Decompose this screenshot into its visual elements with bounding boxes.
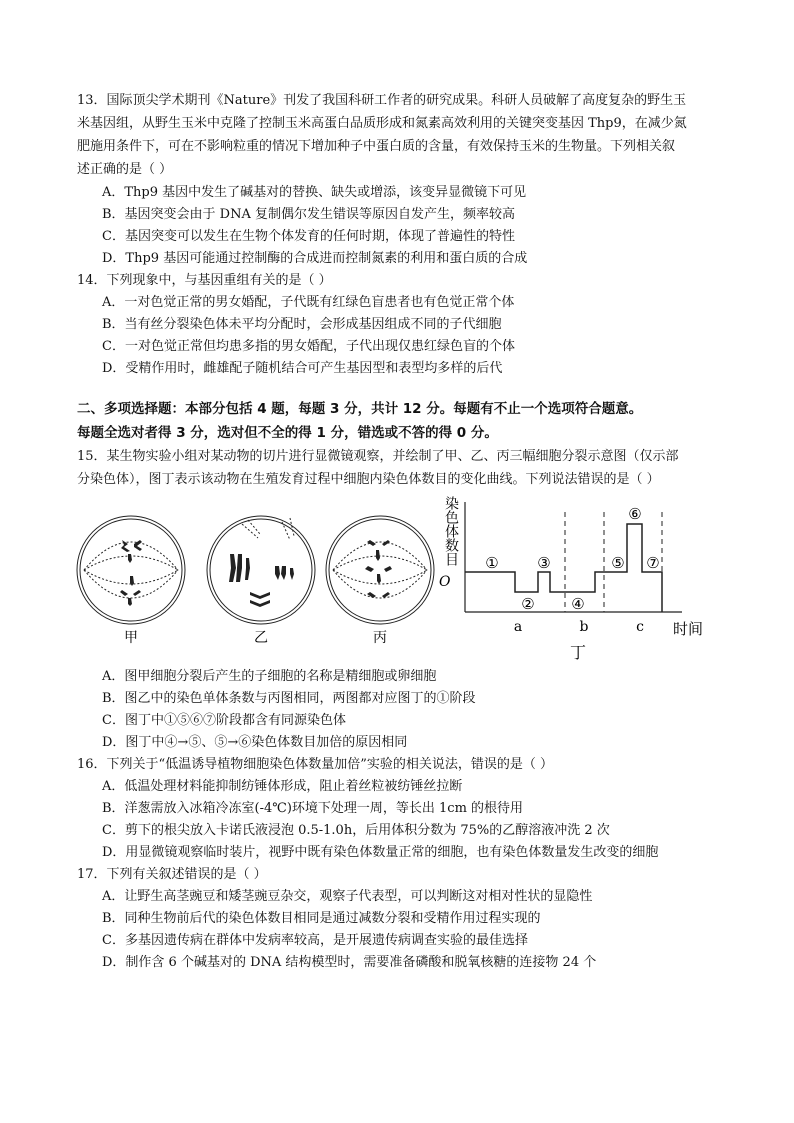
q16-option-a: A．低温处理材料能抑制纺锤体形成，阻止着丝粒被纺锤丝拉断 (102, 779, 463, 794)
q14-option-a: A．一对色觉正常的男女婚配，子代既有红绿色盲患者也有色觉正常个体 (102, 295, 515, 310)
q16-option-b: B．洋葱需放入冰箱冷冻室(-4℃)环境下处理一周，等长出 1cm 的根待用 (102, 801, 524, 816)
q13-option-c: C．基因突变可以发生在生物个体发育的任何时期，体现了普遍性的特性 (102, 229, 515, 244)
phase-marker-2: ② (521, 595, 535, 613)
q14-stem: 14．下列现象中，与基因重组有关的是（ ） (77, 273, 332, 288)
cell-jia (77, 516, 185, 624)
q15-stem-line-1: 15．某生物实验小组对某动物的切片进行显微镜观察，并绘制了甲、乙、丙三幅细胞分裂示意图（仅示部 (77, 449, 679, 464)
q16-option-c: C．剪下的根尖放入卡诺氏液浸泡 0.5-1.0h，后用体积分数为 75%的乙醇溶液冲洗 2 次 (102, 823, 610, 838)
phase-marker-7: ⑦ (646, 554, 660, 572)
q17-option-d: D．制作含 6 个碱基对的 DNA 结构模型时，需要准备磷酸和脱氧核糖的连接物 24 个 (102, 955, 597, 970)
q16-stem: 16．下列关于“低温诱导植物细胞染色体数量加倍”实验的相关说法，错误的是（ ） (77, 757, 553, 772)
q13-option-d: D．Thp9 基因可能通过控制酶的合成进而控制氮素的利用和蛋白质的合成 (102, 251, 528, 266)
q13-option-a: A．Thp9 基因中发生了碱基对的替换、缺失或增添，该变异显微镜下可见 (102, 185, 527, 200)
cell-label-jia: 甲 (124, 630, 138, 646)
q13-stem-line-1: 13．国际顶尖学术期刊《Nature》刊发了我国科研工作者的研究成果。科研人员破解了高度复杂的野生玉 (77, 93, 687, 108)
section-header-line-2: 每题全选对者得 3 分，选对但不全的得 1 分，错选或不答的得 0 分。 (77, 425, 498, 441)
q15-option-a: A．图甲细胞分裂后产生的子细胞的名称是精细胞或卵细胞 (102, 669, 437, 684)
q17-stem: 17．下列有关叙述错误的是（ ） (77, 867, 267, 882)
q13-stem-line-2: 米基因组，从野生玉米中克隆了控制玉米高蛋白品质形成和氮素高效利用的关键突变基因 Thp9，在减少氮 (77, 116, 687, 131)
graph-origin: O (439, 574, 451, 590)
stage-label-b: b (579, 619, 589, 635)
stage-label-c: c (636, 619, 644, 635)
phase-marker-6: ⑥ (628, 505, 642, 523)
q14-option-c: C．一对色觉正常但均患多指的男女婚配，子代出现仅患红绿色盲的个体 (102, 339, 515, 354)
phase-marker-1: ① (485, 554, 499, 572)
q16-option-d: D．用显微镜观察临时装片，视野中既有染色体数量正常的细胞，也有染色体数量发生改变的细胞 (102, 845, 659, 860)
q15-figure (70, 494, 730, 666)
graph-y-label: 染色体数目 (443, 496, 459, 566)
cell-label-yi: 乙 (254, 630, 268, 646)
q15-option-c: C．图丁中①⑤⑥⑦阶段都含有同源染色体 (102, 713, 346, 728)
q13-stem-line-3: 肥施用条件下，可在不影响粒重的情况下增加种子中蛋白质的含量，有效保持玉米的生物量。下列相关叙 (77, 139, 676, 154)
cell-bing (326, 516, 434, 624)
section-header-line-1: 二、多项选择题：本部分包括 4 题，每题 3 分，共计 12 分。每题有不止一个选项符合题意。 (77, 401, 643, 417)
phase-marker-3: ③ (537, 554, 551, 572)
stage-label-a: a (513, 619, 523, 635)
q17-option-a: A．让野生高茎豌豆和矮茎豌豆杂交，观察子代表型，可以判断这对相对性状的显隐性 (102, 889, 593, 904)
q13-option-b: B．基因突变会由于 DNA 复制偶尔发生错误等原因自发产生，频率较高 (102, 207, 516, 222)
q15-option-b: B．图乙中的染色单体条数与丙图相同，两图都对应图丁的①阶段 (102, 691, 476, 706)
graph-x-label: 时间 (672, 620, 704, 638)
q15-option-d: D．图丁中④→⑤、⑤→⑥染色体数目加倍的原因相同 (102, 735, 408, 750)
q14-option-d: D．受精作用时，雌雄配子随机结合可产生基因型和表型均多样的后代 (102, 361, 503, 376)
q17-option-c: C．多基因遗传病在群体中发病率较高，是开展遗传病调查实验的最佳选择 (102, 933, 528, 948)
phase-marker-4: ④ (571, 595, 585, 613)
q17-option-b: B．同种生物前后代的染色体数目相同是通过减数分裂和受精作用过程实现的 (102, 911, 541, 926)
q15-stem-line-2: 分染色体），图丁表示该动物在生殖发育过程中细胞内染色体数目的变化曲线。下列说法错误的是（ ） (77, 472, 660, 487)
cell-label-bing: 丙 (373, 630, 387, 646)
q13-stem-line-4: 述正确的是（ ） (77, 162, 173, 177)
cell-yi (207, 516, 315, 624)
phase-marker-5: ⑤ (611, 554, 625, 572)
graph-title: 丁 (569, 643, 587, 662)
chromosome-graph (439, 495, 703, 662)
q14-option-b: B．当有丝分裂染色体未平均分配时，会形成基因组成不同的子代细胞 (102, 317, 502, 332)
